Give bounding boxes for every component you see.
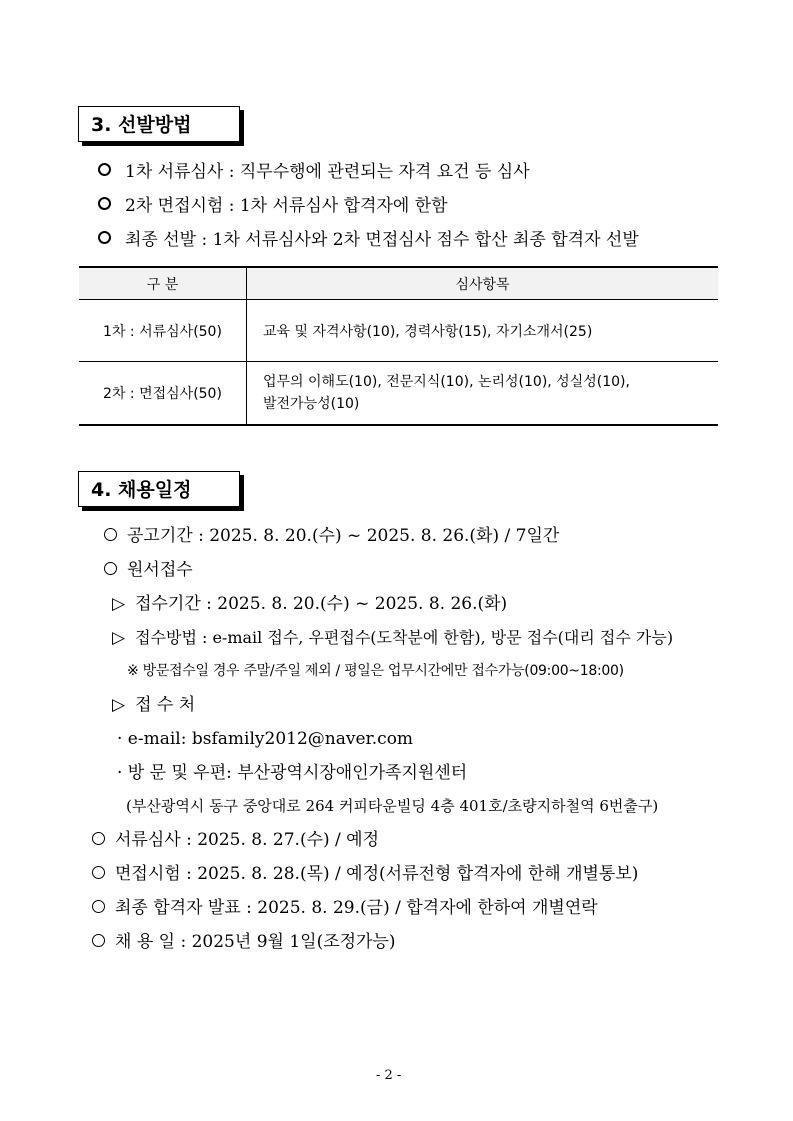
hire-date-text: 채 용 일 : 2025년 9월 1일(조정가능): [115, 932, 396, 952]
circle-bullet-icon: [92, 900, 105, 913]
table-cell-stage: 2차 : 면접심사(50): [79, 362, 247, 425]
document-review-text: 서류심사 : 2025. 8. 27.(수) / 예정: [115, 830, 380, 850]
posting-period-text: 공고기간 : 2025. 8. 20.(수) ~ 2025. 8. 26.(화) / 7일간: [127, 526, 560, 546]
selection-item-3: [98, 229, 639, 251]
application-period-text: 접수기간 : 2025. 8. 20.(수) ~ 2025. 8. 26.(화): [135, 594, 508, 614]
triangle-bullet-icon: ▷: [112, 628, 126, 648]
table-header-stage: 구 분: [79, 267, 247, 300]
selection-item-text: 최종 선발 : 1차 서류심사와 2차 면접심사 점수 합산 최종 합격자 선발: [125, 230, 639, 250]
table-header-row: [79, 267, 718, 300]
table-cell-stage: 1차 : 서류심사(50): [79, 300, 247, 362]
document-review: [92, 829, 379, 851]
application-heading: [104, 559, 193, 581]
posting-period: [104, 525, 559, 547]
address-line: (부산광역시 동구 중앙대로 264 커피타운빌딩 4층 401호/초량지하철역 6번출구): [126, 797, 659, 815]
application-heading-text: 원서접수: [127, 560, 193, 580]
final-announcement: [92, 897, 598, 919]
final-announcement-text: 최종 합격자 발표 : 2025. 8. 29.(금) / 합격자에 한하여 개별연락: [115, 898, 598, 918]
table-cell-items: [247, 362, 719, 425]
table-items-text: 업무의 이해도(10), 전문지식(10), 논리성(10), 성실성(10),: [263, 373, 630, 390]
application-period: [112, 593, 507, 615]
table-row: [79, 362, 718, 425]
application-method-text: 접수방법 : e-mail 접수, 우편접수(도착분에 한함), 방문 접수(대리 접수 가능): [135, 628, 674, 647]
selection-item-text: 1차 서류심사 : 직무수행에 관련되는 자격 요건 등 심사: [125, 162, 530, 182]
visit-line: · 방 문 및 우편: 부산광역시장애인가족지원센터: [117, 763, 468, 783]
triangle-bullet-icon: ▷: [112, 695, 126, 715]
evaluation-table: [79, 266, 718, 426]
hire-date: [92, 931, 396, 953]
table-items-text: 교육 및 자격사항(10), 경력사항(15), 자기소개서(25): [263, 323, 593, 340]
interview-text: 면접시험 : 2025. 8. 28.(목) / 예정(서류전형 합격자에 한해 개별통보): [115, 864, 639, 884]
table-header-items: 심사항목: [247, 267, 719, 300]
table-row: [79, 300, 718, 362]
circle-bullet-icon: [92, 866, 105, 879]
circle-bullet-icon: [92, 934, 105, 947]
selection-item-1: [98, 161, 530, 183]
circle-bullet-icon: [104, 562, 117, 575]
circle-bullet-icon: [92, 832, 105, 845]
circle-bullet-icon: [104, 528, 117, 541]
table-items-text: 발전가능성(10): [263, 395, 360, 412]
circle-bullet-icon: [98, 163, 111, 176]
selection-item-2: [98, 195, 448, 217]
application-place: [112, 694, 195, 716]
section-4-title: 4. 채용일정: [78, 471, 240, 507]
interview: [92, 863, 638, 885]
table-cell-items: [247, 300, 719, 362]
section-3-title: 3. 선발방법: [78, 106, 240, 142]
email-line: · e-mail: bsfamily2012@naver.com: [117, 729, 414, 749]
application-place-text: 접 수 처: [135, 695, 196, 715]
visit-note: ※ 방문접수일 경우 주말/주일 제외 / 평일은 업무시간에만 접수가능(09:00~18:00): [127, 663, 624, 679]
application-method: [112, 627, 673, 649]
triangle-bullet-icon: ▷: [112, 594, 126, 614]
circle-bullet-icon: [98, 197, 111, 210]
circle-bullet-icon: [98, 231, 111, 244]
page-number: - 2 -: [376, 1068, 402, 1083]
selection-item-text: 2차 면접시험 : 1차 서류심사 합격자에 한함: [125, 196, 448, 216]
